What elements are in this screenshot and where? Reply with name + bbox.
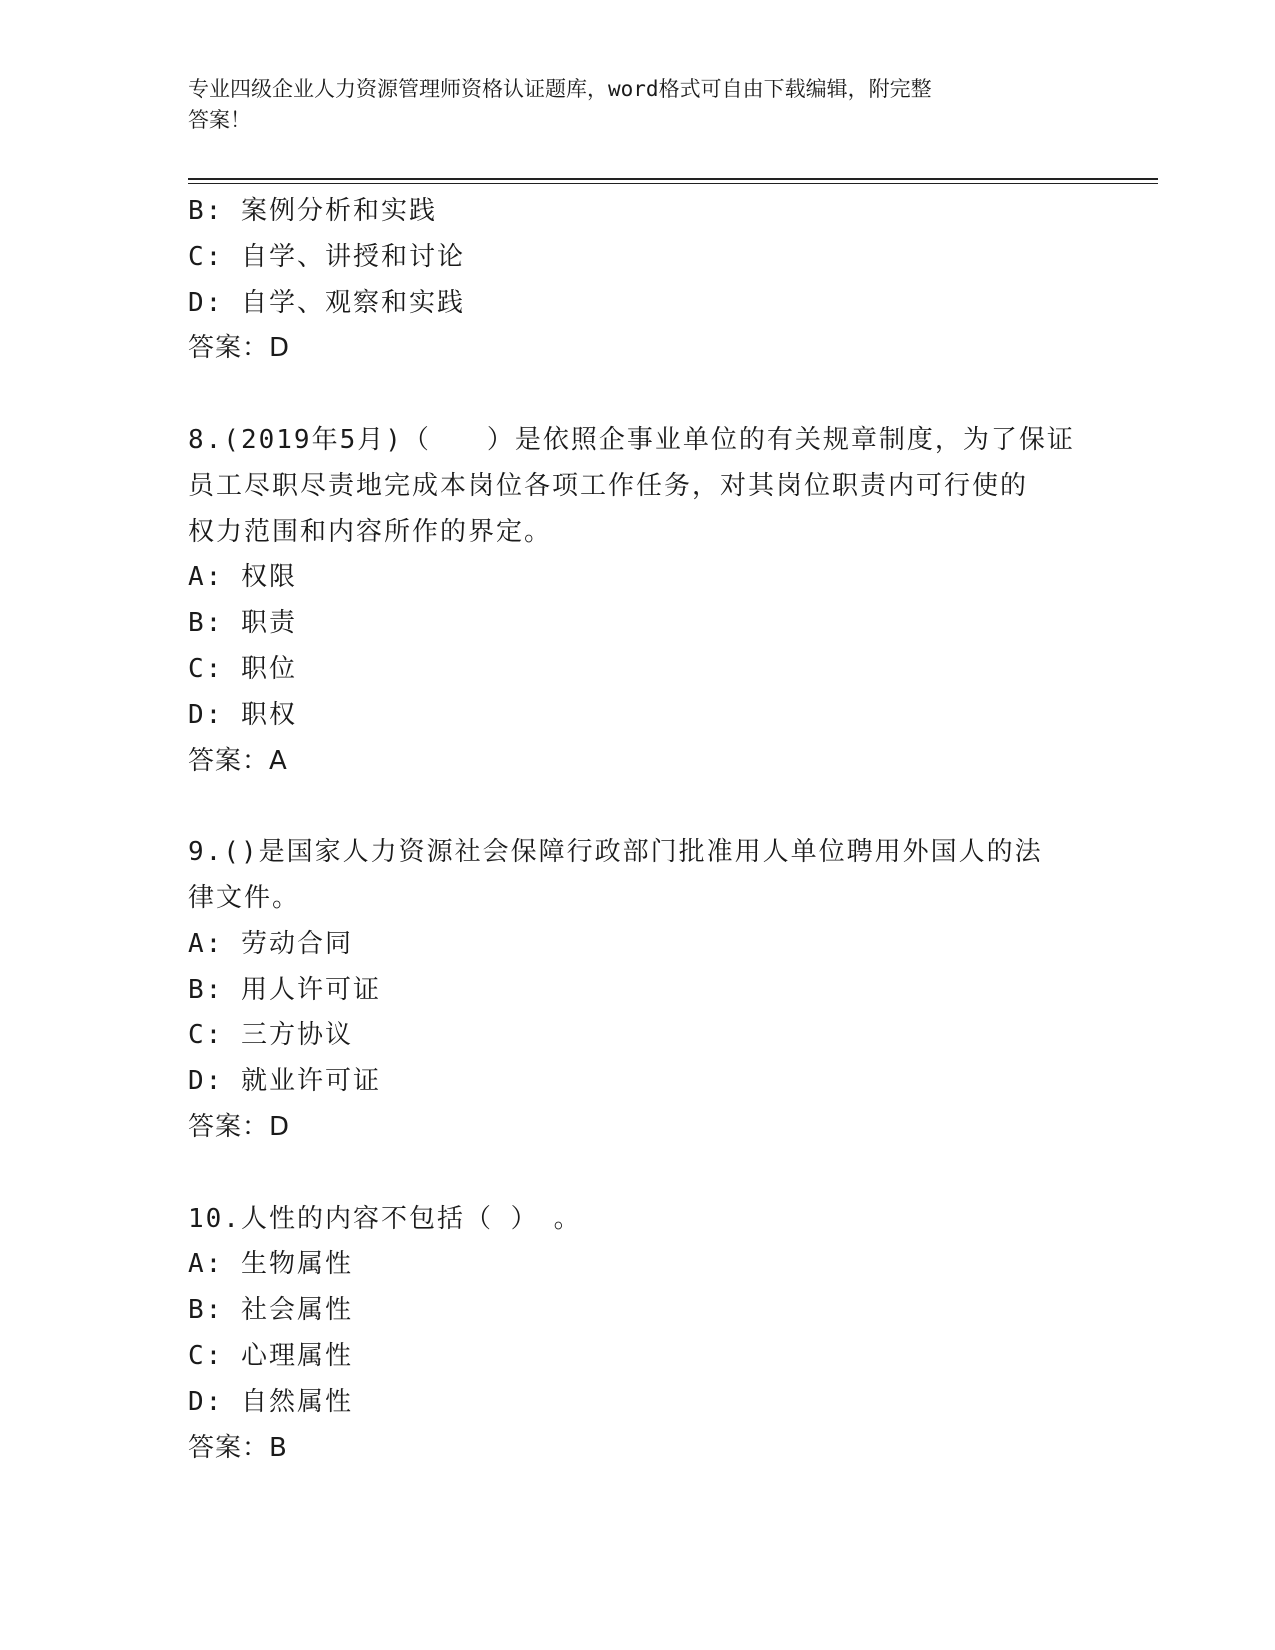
option-a: A: 权限 [188, 562, 297, 593]
question-9 [188, 830, 1088, 1151]
option-d: D: 就业许可证 [188, 1066, 381, 1097]
option-b: B: 职责 [188, 608, 297, 639]
question-text-line: 律文件。 [188, 882, 301, 913]
question-text-line: 8.(2019年5月)（ ）是依照企事业单位的有关规章制度，为了保证 [188, 424, 1075, 455]
option-b: B: 社会属性 [188, 1295, 353, 1326]
option-d: D: 自学、观察和实践 [188, 287, 465, 318]
option-c: C: 三方协议 [188, 1020, 353, 1051]
option-d: D: 职权 [188, 699, 297, 730]
question-10 [188, 1197, 1088, 1472]
option-a: A: 劳动合同 [188, 928, 353, 959]
option-c: C: 职位 [188, 653, 297, 684]
option-b: B: 用人许可证 [188, 974, 381, 1005]
spacer [188, 1151, 1088, 1197]
question-text-line: 权力范围和内容所作的界定。 [188, 516, 553, 547]
option-c: C: 心理属性 [188, 1340, 353, 1371]
question-text-line: 10.人性的内容不包括（ ） 。 [188, 1203, 582, 1234]
answer: 答案：A [188, 745, 288, 776]
question-list [188, 189, 1088, 1471]
question-7-tail [188, 189, 1088, 372]
option-c: C: 自学、讲授和讨论 [188, 241, 465, 272]
option-d: D: 自然属性 [188, 1386, 353, 1417]
header-line-2: 答案！ [188, 108, 251, 132]
answer: 答案：D [188, 333, 291, 364]
question-text-line: 9.()是国家人力资源社会保障行政部门批准用人单位聘用外国人的法 [188, 837, 1043, 868]
answer: 答案：D [188, 1111, 291, 1142]
header-divider-thin [188, 183, 1158, 184]
answer: 答案：B [188, 1432, 288, 1463]
header-line-1: 专业四级企业人力资源管理师资格认证题库，word格式可自由下载编辑，附完整 [188, 77, 932, 101]
header-divider-thick [188, 178, 1158, 180]
document-header [188, 74, 1068, 136]
question-8 [188, 418, 1088, 784]
option-b: B: 案例分析和实践 [188, 196, 437, 226]
spacer [188, 372, 1088, 418]
spacer [188, 784, 1088, 830]
option-a: A: 生物属性 [188, 1249, 353, 1280]
question-text-line: 员工尽职尽责地完成本岗位各项工作任务，对其岗位职责内可行使的 [188, 470, 1029, 501]
